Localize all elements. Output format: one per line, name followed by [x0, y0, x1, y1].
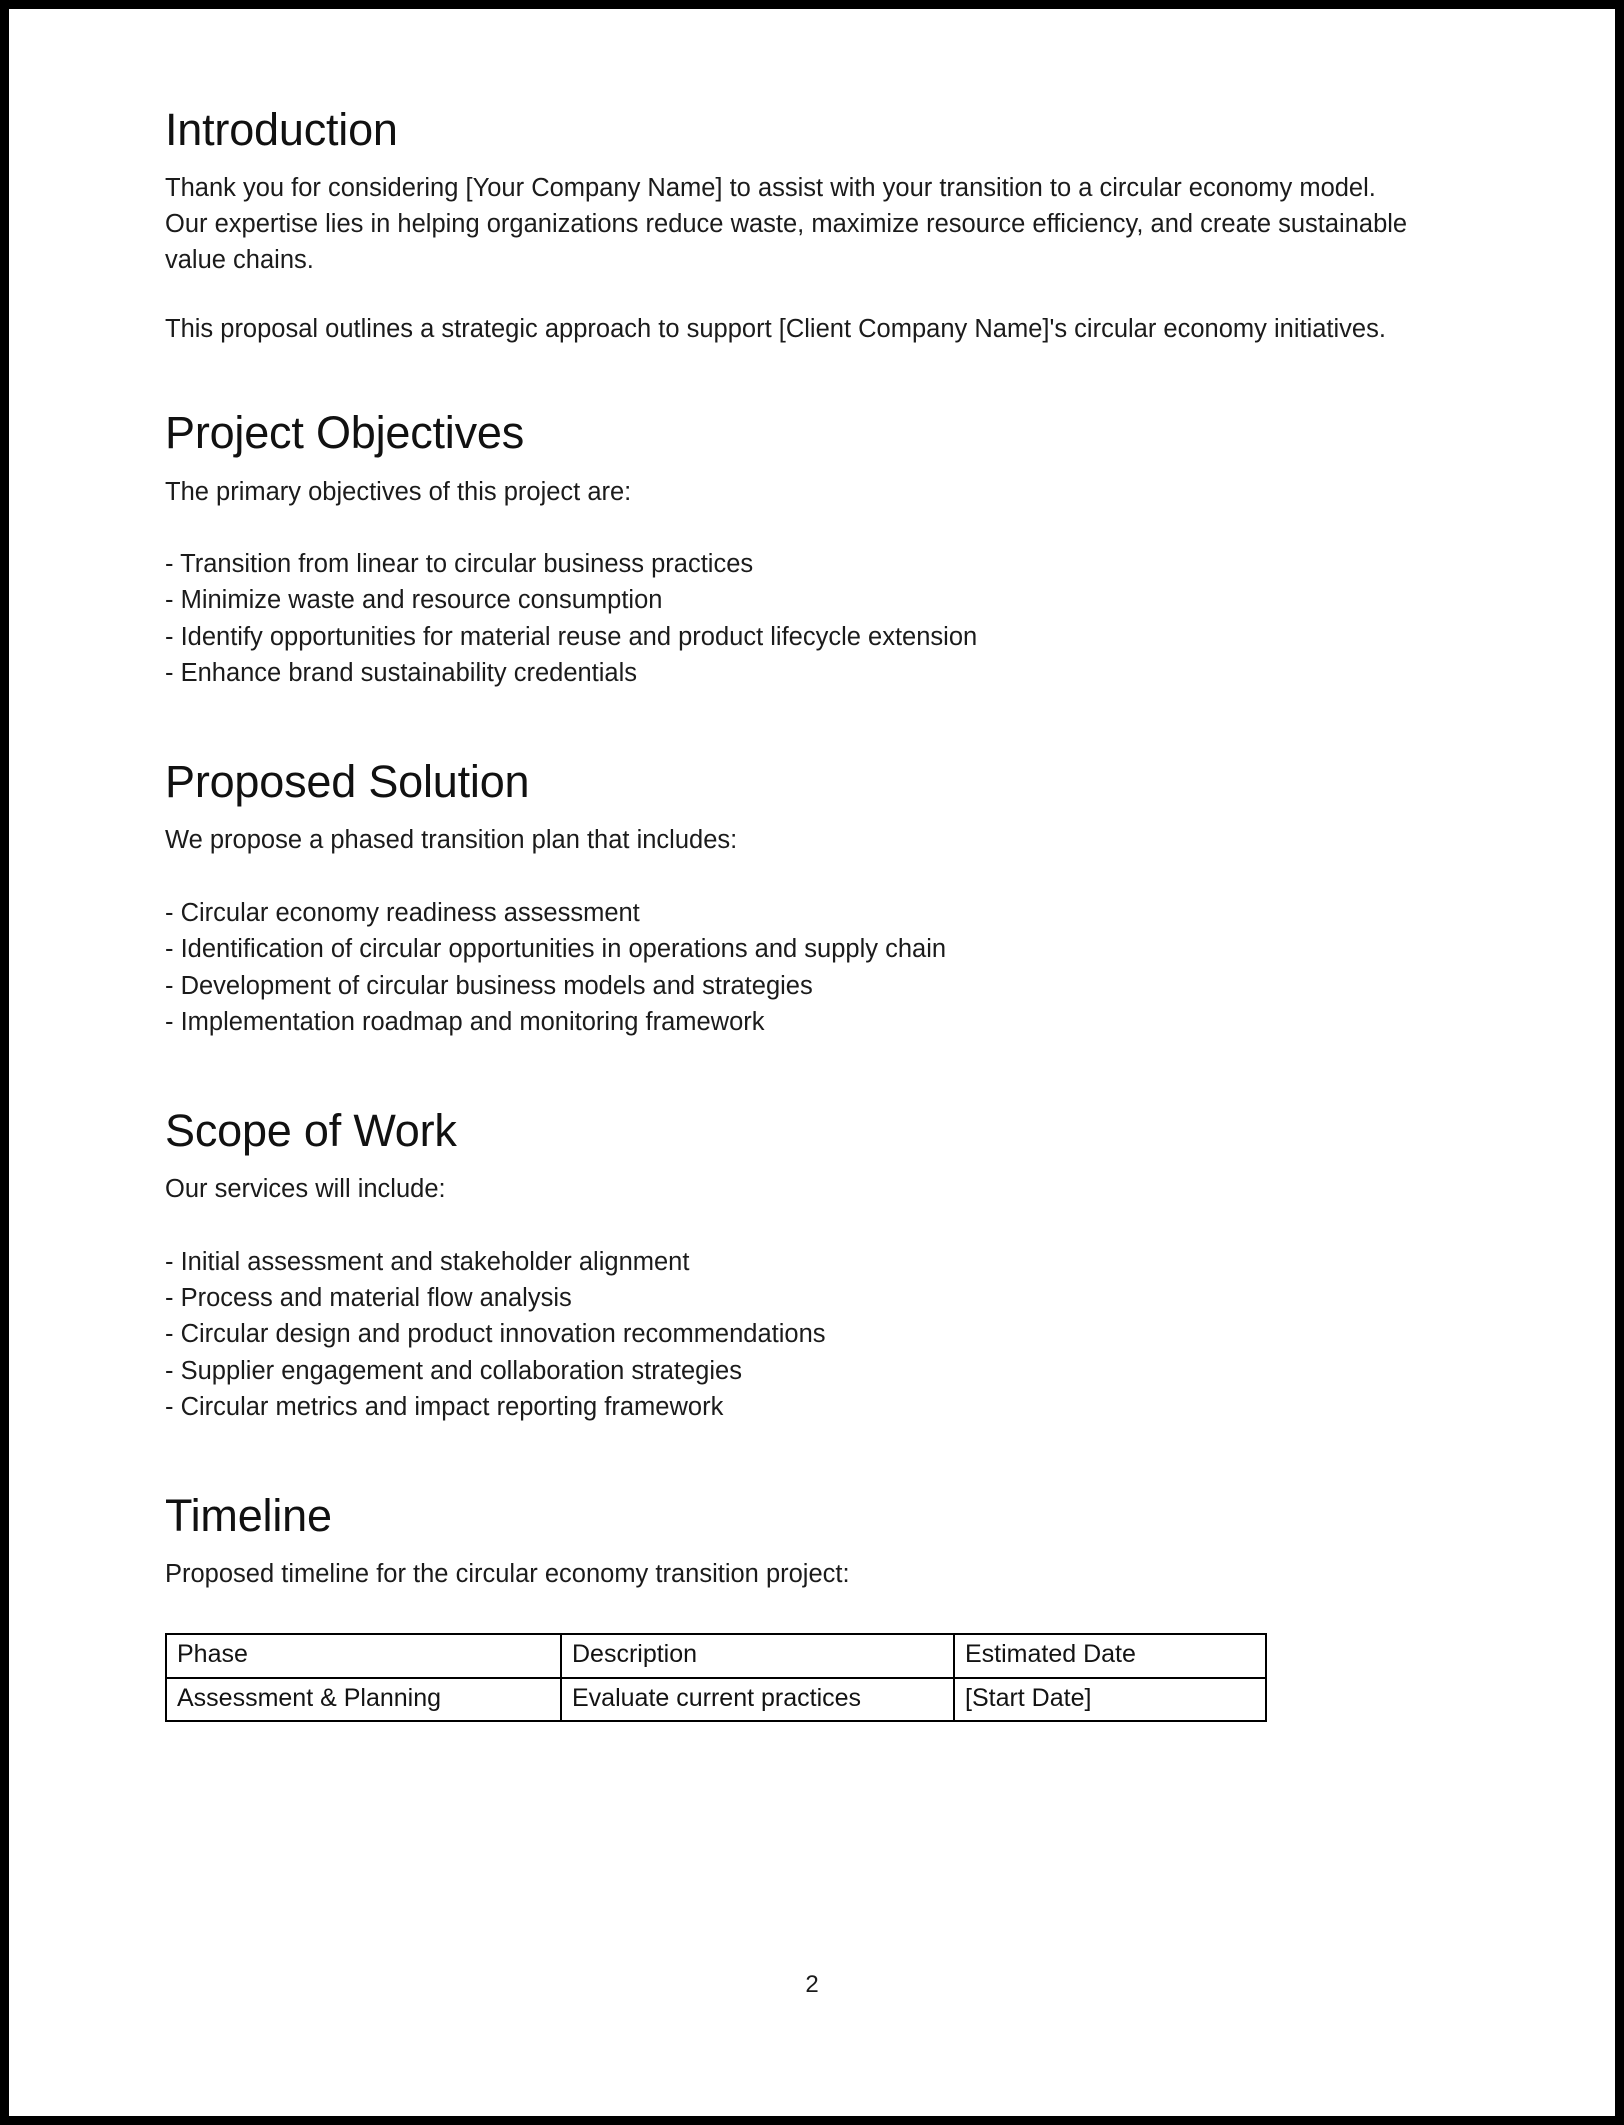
scope-of-work-list: [165, 1244, 1455, 1425]
section-introduction: [165, 105, 1455, 348]
table-header-row: [166, 1634, 1266, 1678]
list-item: - Supplier engagement and collaboration strategies: [165, 1356, 742, 1385]
list-item: - Identify opportunities for material reuse and product lifecycle extension: [165, 622, 978, 651]
introduction-paragraph-2: This proposal outlines a strategic approach to support [Client Company Name]'s circular economy initiatives.: [165, 315, 1386, 344]
timeline-table: [165, 1633, 1267, 1722]
proposed-solution-list: [165, 895, 1455, 1040]
column-header-estimated-date: Estimated Date: [954, 1634, 1266, 1678]
column-header-phase: Phase: [166, 1634, 561, 1678]
scope-of-work-lead: Our services will include:: [165, 1175, 446, 1204]
column-header-description: Description: [561, 1634, 954, 1678]
list-item: - Minimize waste and resource consumption: [165, 586, 663, 615]
heading-scope-of-work: Scope of Work: [165, 1104, 457, 1156]
list-item: - Enhance brand sustainability credentials: [165, 658, 638, 687]
section-scope-of-work: [165, 1106, 1455, 1425]
cell-estimated-date: [Start Date]: [954, 1678, 1266, 1722]
list-item: - Initial assessment and stakeholder alignment: [165, 1248, 690, 1276]
cell-description: Evaluate current practices: [561, 1678, 954, 1722]
heading-timeline: Timeline: [165, 1490, 332, 1542]
list-item: - Circular economy readiness assessment: [165, 899, 640, 928]
section-project-objectives: [165, 408, 1455, 691]
cell-phase: Assessment & Planning: [166, 1678, 561, 1722]
list-item: - Development of circular business models and strategies: [165, 971, 813, 1000]
timeline-lead: Proposed timeline for the circular economy transition project:: [165, 1560, 850, 1589]
project-objectives-lead: The primary objectives of this project are:: [165, 477, 632, 506]
introduction-paragraph-1: Thank you for considering [Your Company Name] to assist with your transition to a circular economy model. Our expertise lies in helping organizations reduce waste, maximize resource efficiency, and create sustainable value chains.: [165, 174, 1408, 274]
list-item: - Implementation roadmap and monitoring framework: [165, 1007, 765, 1036]
list-item: - Identification of circular opportunities in operations and supply chain: [165, 935, 947, 964]
list-item: - Circular metrics and impact reporting framework: [165, 1392, 724, 1421]
list-item: - Process and material flow analysis: [165, 1284, 572, 1313]
project-objectives-list: [165, 546, 1455, 691]
heading-introduction: Introduction: [165, 104, 398, 155]
section-proposed-solution: [165, 757, 1455, 1040]
page-number: 2: [805, 1971, 819, 1998]
proposed-solution-lead: We propose a phased transition plan that includes:: [165, 826, 738, 855]
heading-proposed-solution: Proposed Solution: [165, 756, 530, 808]
list-item: - Circular design and product innovation recommendations: [165, 1320, 826, 1349]
document-content: [165, 105, 1455, 1722]
section-timeline: [165, 1491, 1455, 1722]
list-item: - Transition from linear to circular business practices: [165, 550, 754, 579]
heading-project-objectives: Project Objectives: [165, 407, 525, 459]
table-row: [166, 1678, 1266, 1722]
